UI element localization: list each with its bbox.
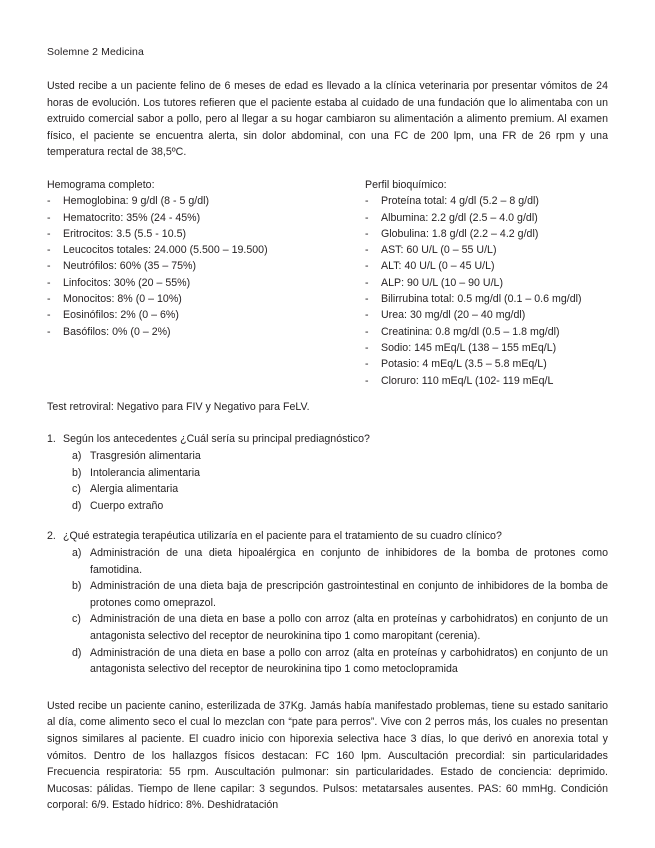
- question-2: [47, 528, 608, 677]
- dash-bullet-icon: -: [365, 341, 369, 354]
- dash-bullet-icon: -: [365, 211, 369, 224]
- list-item-label: Eritrocitos: 3.5 (5.5 - 10.5): [63, 227, 187, 240]
- list-item: [365, 373, 608, 389]
- list-item-label: Creatinina: 0.8 mg/dl (0.5 – 1.8 mg/dl): [381, 325, 560, 338]
- list-item-label: Basófilos: 0% (0 – 2%): [63, 325, 171, 338]
- list-item: [365, 275, 608, 291]
- list-item-label: ALT: 40 U/L (0 – 45 U/L): [381, 260, 495, 273]
- dash-bullet-icon: -: [365, 244, 369, 257]
- dash-bullet-icon: -: [47, 244, 51, 257]
- dash-bullet-icon: -: [365, 227, 369, 240]
- option-letter: b): [72, 580, 82, 593]
- dash-bullet-icon: -: [365, 309, 369, 322]
- list-item: [365, 307, 608, 323]
- list-item-label: Leucocitos totales: 24.000 (5.500 – 19.500): [63, 244, 268, 257]
- biochemistry-column: [365, 177, 608, 389]
- option-d[interactable]: [72, 498, 608, 515]
- dash-bullet-icon: -: [365, 276, 369, 289]
- option-c[interactable]: [72, 481, 608, 498]
- option-b[interactable]: [72, 465, 608, 482]
- question-stem: [47, 431, 608, 448]
- option-letter: d): [72, 499, 82, 512]
- list-item: [47, 307, 365, 323]
- list-item-label: Neutrófilos: 60% (35 – 75%): [63, 260, 197, 273]
- option-d[interactable]: [72, 645, 608, 678]
- option-letter: c): [72, 483, 81, 496]
- dash-bullet-icon: -: [47, 260, 51, 273]
- list-item: [365, 291, 608, 307]
- question-text: Según los antecedentes ¿Cuál sería su principal prediagnóstico?: [63, 433, 370, 446]
- list-item-label: Urea: 30 mg/dl (20 – 40 mg/dl): [381, 309, 526, 322]
- dash-bullet-icon: -: [47, 309, 51, 322]
- dash-bullet-icon: -: [47, 276, 51, 289]
- list-item: [365, 193, 608, 209]
- list-item: [365, 210, 608, 226]
- option-label: Alergia alimentaria: [90, 483, 179, 496]
- option-c[interactable]: [72, 611, 608, 644]
- biochemistry-header: Perfil bioquímico:: [365, 178, 447, 191]
- list-item: [47, 291, 365, 307]
- biochemistry-list: [365, 193, 608, 389]
- list-item-label: Eosinófilos: 2% (0 – 6%): [63, 309, 179, 322]
- list-item: [365, 340, 608, 356]
- option-label: Administración de una dieta en base a pollo con arroz (alta en proteínas y carbohidratos) en conjunto de un antagonista selectivo del receptor de neurokinina tipo 1 como maropitant (cerenia).: [90, 613, 608, 642]
- list-item: [47, 258, 365, 274]
- list-item: [365, 226, 608, 242]
- second-case-paragraph: Usted recibe un paciente canino, esterilizada de 37Kg. Jamás había manifestado problemas, tiene su estado sanitario al día, come alimento seco el cual lo mezclan con “pate para perros”. Vive con 2 perros más, los cuales no presentan signos similares al paciente. El cuadro inicio con hiporexia selectiva hace 3 días, lo que derivó en anorexia total y vómitos. Dentro de los hallazgos físicos destacan: FC 160 lpm. Auscultación precordial: sin particularidades Frecuencia respiratoria: 55 rpm. Auscultación pulmonar: sin particularidades. Estado de conciencia: deprimido. Mucosas: pálidas. Tiempo de llene capilar: 3 segundos. Pulsos: metatarsales ausentes. PAS: 60 mmHg. Condición corporal: 6/9. Estado hídrico: 8%. Deshidratación: [47, 699, 608, 812]
- question-number: 1.: [47, 433, 56, 446]
- option-label: Cuerpo extraño: [90, 499, 164, 512]
- list-item-label: Linfocitos: 30% (20 – 55%): [63, 276, 191, 289]
- list-item: [365, 242, 608, 258]
- dash-bullet-icon: -: [47, 211, 51, 224]
- option-letter: a): [72, 450, 82, 463]
- option-label: Administración de una dieta en base a pollo con arroz (alta en proteínas y carbohidratos) en conjunto de un antagonista selectivo del receptor de neurokinina tipo 1 como metoclopramida: [90, 646, 608, 676]
- dash-bullet-icon: -: [365, 260, 369, 273]
- list-item-label: Cloruro: 110 mEq/L (102- 119 mEq/L: [381, 374, 554, 387]
- list-item-label: AST: 60 U/L (0 – 55 U/L): [381, 244, 497, 257]
- dash-bullet-icon: -: [365, 325, 369, 338]
- list-item: [47, 210, 365, 226]
- option-label: Administración de una dieta hipoalérgica en conjunto de inhibidores de la bomba de protones como famotidina.: [90, 546, 608, 576]
- dash-bullet-icon: -: [365, 358, 369, 371]
- question-number: 2.: [47, 530, 56, 543]
- list-item-label: ALP: 90 U/L (10 – 90 U/L): [381, 276, 504, 289]
- dash-bullet-icon: -: [365, 374, 369, 387]
- question-text: ¿Qué estrategia terapéutica utilizaría en el paciente para el tratamiento de su cuadro clínico?: [63, 530, 502, 543]
- list-item: [47, 324, 365, 340]
- lab-results-panel: [47, 177, 608, 389]
- hemogram-header: Hemograma completo:: [47, 178, 155, 191]
- option-a[interactable]: [72, 448, 608, 465]
- intro-paragraph: Usted recibe a un paciente felino de 6 meses de edad es llevado a la clínica veterinaria por presentar vómitos de 24 horas de evolución. Los tutores refieren que el paciente estaba al cuidado de una fundación que lo alimentaba con un extruido comercial sabor a pollo, pero al llegar a su hogar cambiaron su alimentación a alimento premium. Al examen físico, el paciente se encuentra alerta, sin dolor abdominal, con una FC de 200 lpm, una FR de 26 rpm y una temperatura rectal de 38,5ºC.: [47, 80, 608, 159]
- dash-bullet-icon: -: [47, 195, 51, 208]
- option-letter: b): [72, 466, 82, 479]
- list-item-label: Albumina: 2.2 g/dl (2.5 – 4.0 g/dl): [381, 211, 538, 224]
- option-label: Trasgresión alimentaria: [90, 450, 201, 463]
- question-2-options: [47, 545, 608, 678]
- list-item-label: Bilirrubina total: 0.5 mg/dl (0.1 – 0.6 mg/dl): [381, 293, 582, 306]
- list-item: [365, 356, 608, 372]
- question-stem: [47, 528, 608, 545]
- option-letter: a): [72, 546, 82, 559]
- hemogram-column: [47, 177, 365, 340]
- list-item: [365, 258, 608, 274]
- hemogram-list: [47, 193, 365, 340]
- list-item-label: Hemoglobina: 9 g/dl (8 - 5 g/dl): [63, 195, 210, 208]
- option-label: Administración de una dieta baja de prescripción gastrointestinal en conjunto de inhibidores de la bomba de protones como omeprazol.: [90, 580, 608, 609]
- list-item: [47, 193, 365, 209]
- list-item: [47, 226, 365, 242]
- option-label: Intolerancia alimentaria: [90, 466, 201, 479]
- list-item: [47, 275, 365, 291]
- list-item-label: Proteína total: 4 g/dl (5.2 – 8 g/dl): [381, 195, 539, 208]
- list-item-label: Monocitos: 8% (0 – 10%): [63, 293, 182, 306]
- list-item: [365, 324, 608, 340]
- dash-bullet-icon: -: [47, 293, 51, 306]
- dash-bullet-icon: -: [47, 325, 51, 338]
- list-item-label: Potasio: 4 mEq/L (3.5 – 5.8 mEq/L): [381, 358, 547, 371]
- retroviral-test-line: Test retroviral: Negativo para FIV y Negativo para FeLV.: [47, 400, 310, 413]
- list-item-label: Sodio: 145 mEq/L (138 – 155 mEq/L): [381, 341, 557, 354]
- option-letter: d): [72, 646, 82, 659]
- option-letter: c): [72, 613, 81, 626]
- page-title: Solemne 2 Medicina: [47, 46, 144, 58]
- list-item-label: Globulina: 1.8 g/dl (2.2 – 4.2 g/dl): [381, 227, 539, 240]
- list-item-label: Hematocrito: 35% (24 - 45%): [63, 211, 201, 224]
- dash-bullet-icon: -: [365, 293, 369, 306]
- list-item: [47, 242, 365, 258]
- dash-bullet-icon: -: [365, 195, 369, 208]
- option-b[interactable]: [72, 578, 608, 611]
- option-a[interactable]: [72, 545, 608, 578]
- question-1-options: [47, 448, 608, 514]
- question-1: [47, 431, 608, 514]
- dash-bullet-icon: -: [47, 227, 51, 240]
